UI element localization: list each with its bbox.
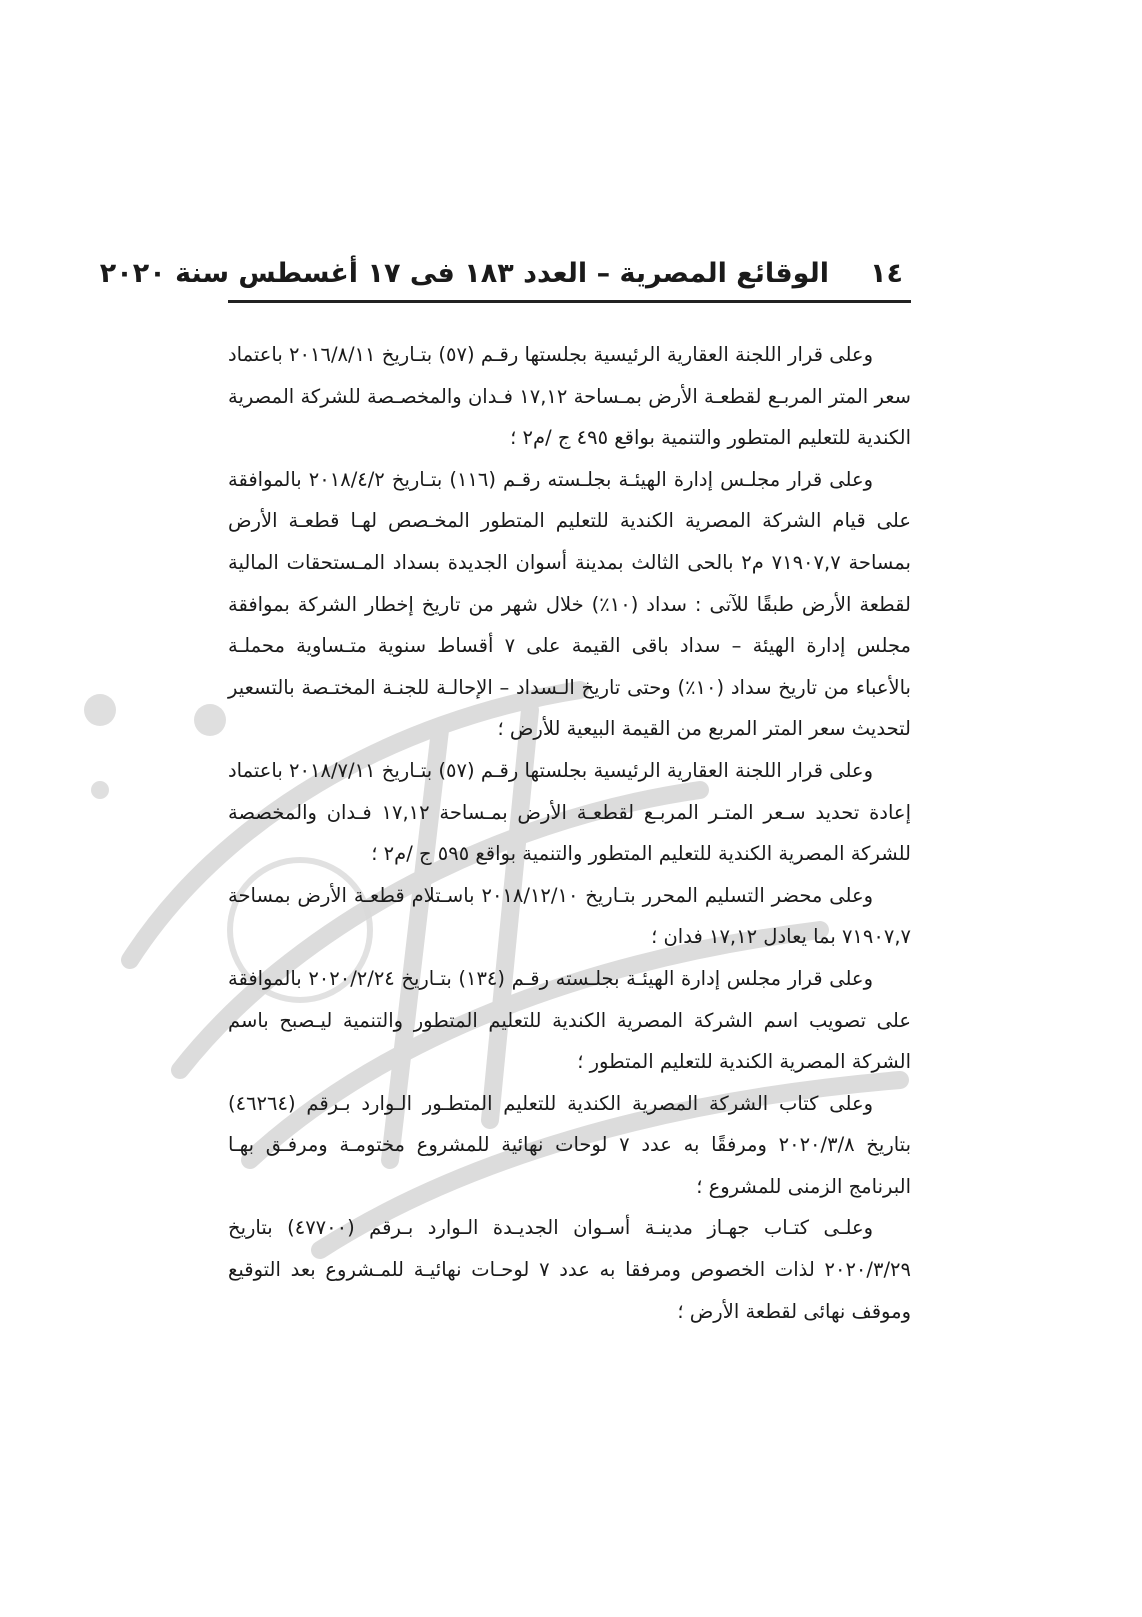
publication-title: الوقائع المصرية – العدد ١٨٣ فى ١٧ أغسطس سنة ٢٠٢٠ [99, 258, 829, 289]
paragraph: وعلى محضر التسليم المحرر بتـاريخ ٢٠١٨/١٢/١٠ باسـتلام قطعـة الأرض بمساحة ٧١٩٠٧,٧ بما يعادل ١٧,١٢ فدان ؛ [228, 883, 911, 949]
document-body [228, 334, 911, 1332]
page-header [99, 256, 911, 303]
paragraph: وعلى قرار اللجنة العقارية الرئيسية بجلستها رقـم (٥٧) بتـاريخ ٢٠١٦/٨/١١ باعتماد سعر المتر المربـع لقطعـة الأرض بمـساحة ١٧,١٢ فـدان والمخصـصة للشركة المصرية الكندية للتعليم المتطور والتنمية بواقع ٤٩٥ ج /م٢ ؛ [228, 343, 911, 450]
paragraph: وعلى قرار مجلـس إدارة الهيئـة بجلـسته رقـم (١١٦) بتـاريخ ٢٠١٨/٤/٢ بالموافقة على قيام الشركة المصرية الكندية للتعليم المتطور المخـصص لهـا قطعـة الأرض بمساحة ٧١٩٠٧,٧ م٢ بالحى الثالث بمدينة أسوان الجديدة بسداد المـستحقات المالية لقطعة الأرض طبقًا للآتى : سداد (١٠٪) خلال شهر من تاريخ إخطار الشركة بموافقة مجلس إدارة الهيئة – سداد باقى القيمة على ٧ أقساط سنوية متـساوية محملـة بالأعباء من تاريخ سداد (١٠٪) وحتى تاريخ الـسداد – الإحالـة للجنـة المختـصة بالتسعير لتحديث سعر المتر المربع من القيمة البيعية للأرض ؛ [228, 467, 911, 741]
paragraph: وعلـى كتـاب جهـاز مدينـة أسـوان الجديـدة الـوارد بـرقم (٤٧٧٠٠) بتاريخ ٢٠٢٠/٣/٢٩ لذات الخصوص ومرفقا به عدد ٧ لوحـات نهائيـة للمـشروع بعد التوقيع وموقف نهائى لقطعة الأرض ؛ [228, 1216, 911, 1323]
page-number: ١٤ [870, 258, 903, 289]
paragraph: وعلى كتاب الشركة المصرية الكندية للتعليم المتطـور الـوارد بـرقم (٤٦٢٦٤) بتاريخ ٢٠٢٠/٣/٨ ومرفقًا به عدد ٧ لوحات نهائية للمشروع مختومـة ومرفـق بهـا البرنامج الزمنى للمشروع ؛ [228, 1091, 911, 1198]
paragraph: وعلى قرار مجلس إدارة الهيئـة بجلـسته رقـم (١٣٤) بتـاريخ ٢٠٢٠/٢/٢٤ بالموافقة على تصويب اسم الشركة المصرية الكندية للتعليم المتطور والتنمية ليـصبح باسم الشركة المصرية الكندية للتعليم المتطور ؛ [228, 966, 911, 1074]
paragraph: وعلى قرار اللجنة العقارية الرئيسية بجلستها رقـم (٥٧) بتـاريخ ٢٠١٨/٧/١١ باعتماد إعادة تحديد سـعر المتـر المربـع لقطعـة الأرض بمـساحة ١٧,١٢ فـدان والمخصصة للشركة المصرية الكندية للتعليم المتطور والتنمية بواقع ٥٩٥ ج /م٢ ؛ [228, 758, 911, 866]
